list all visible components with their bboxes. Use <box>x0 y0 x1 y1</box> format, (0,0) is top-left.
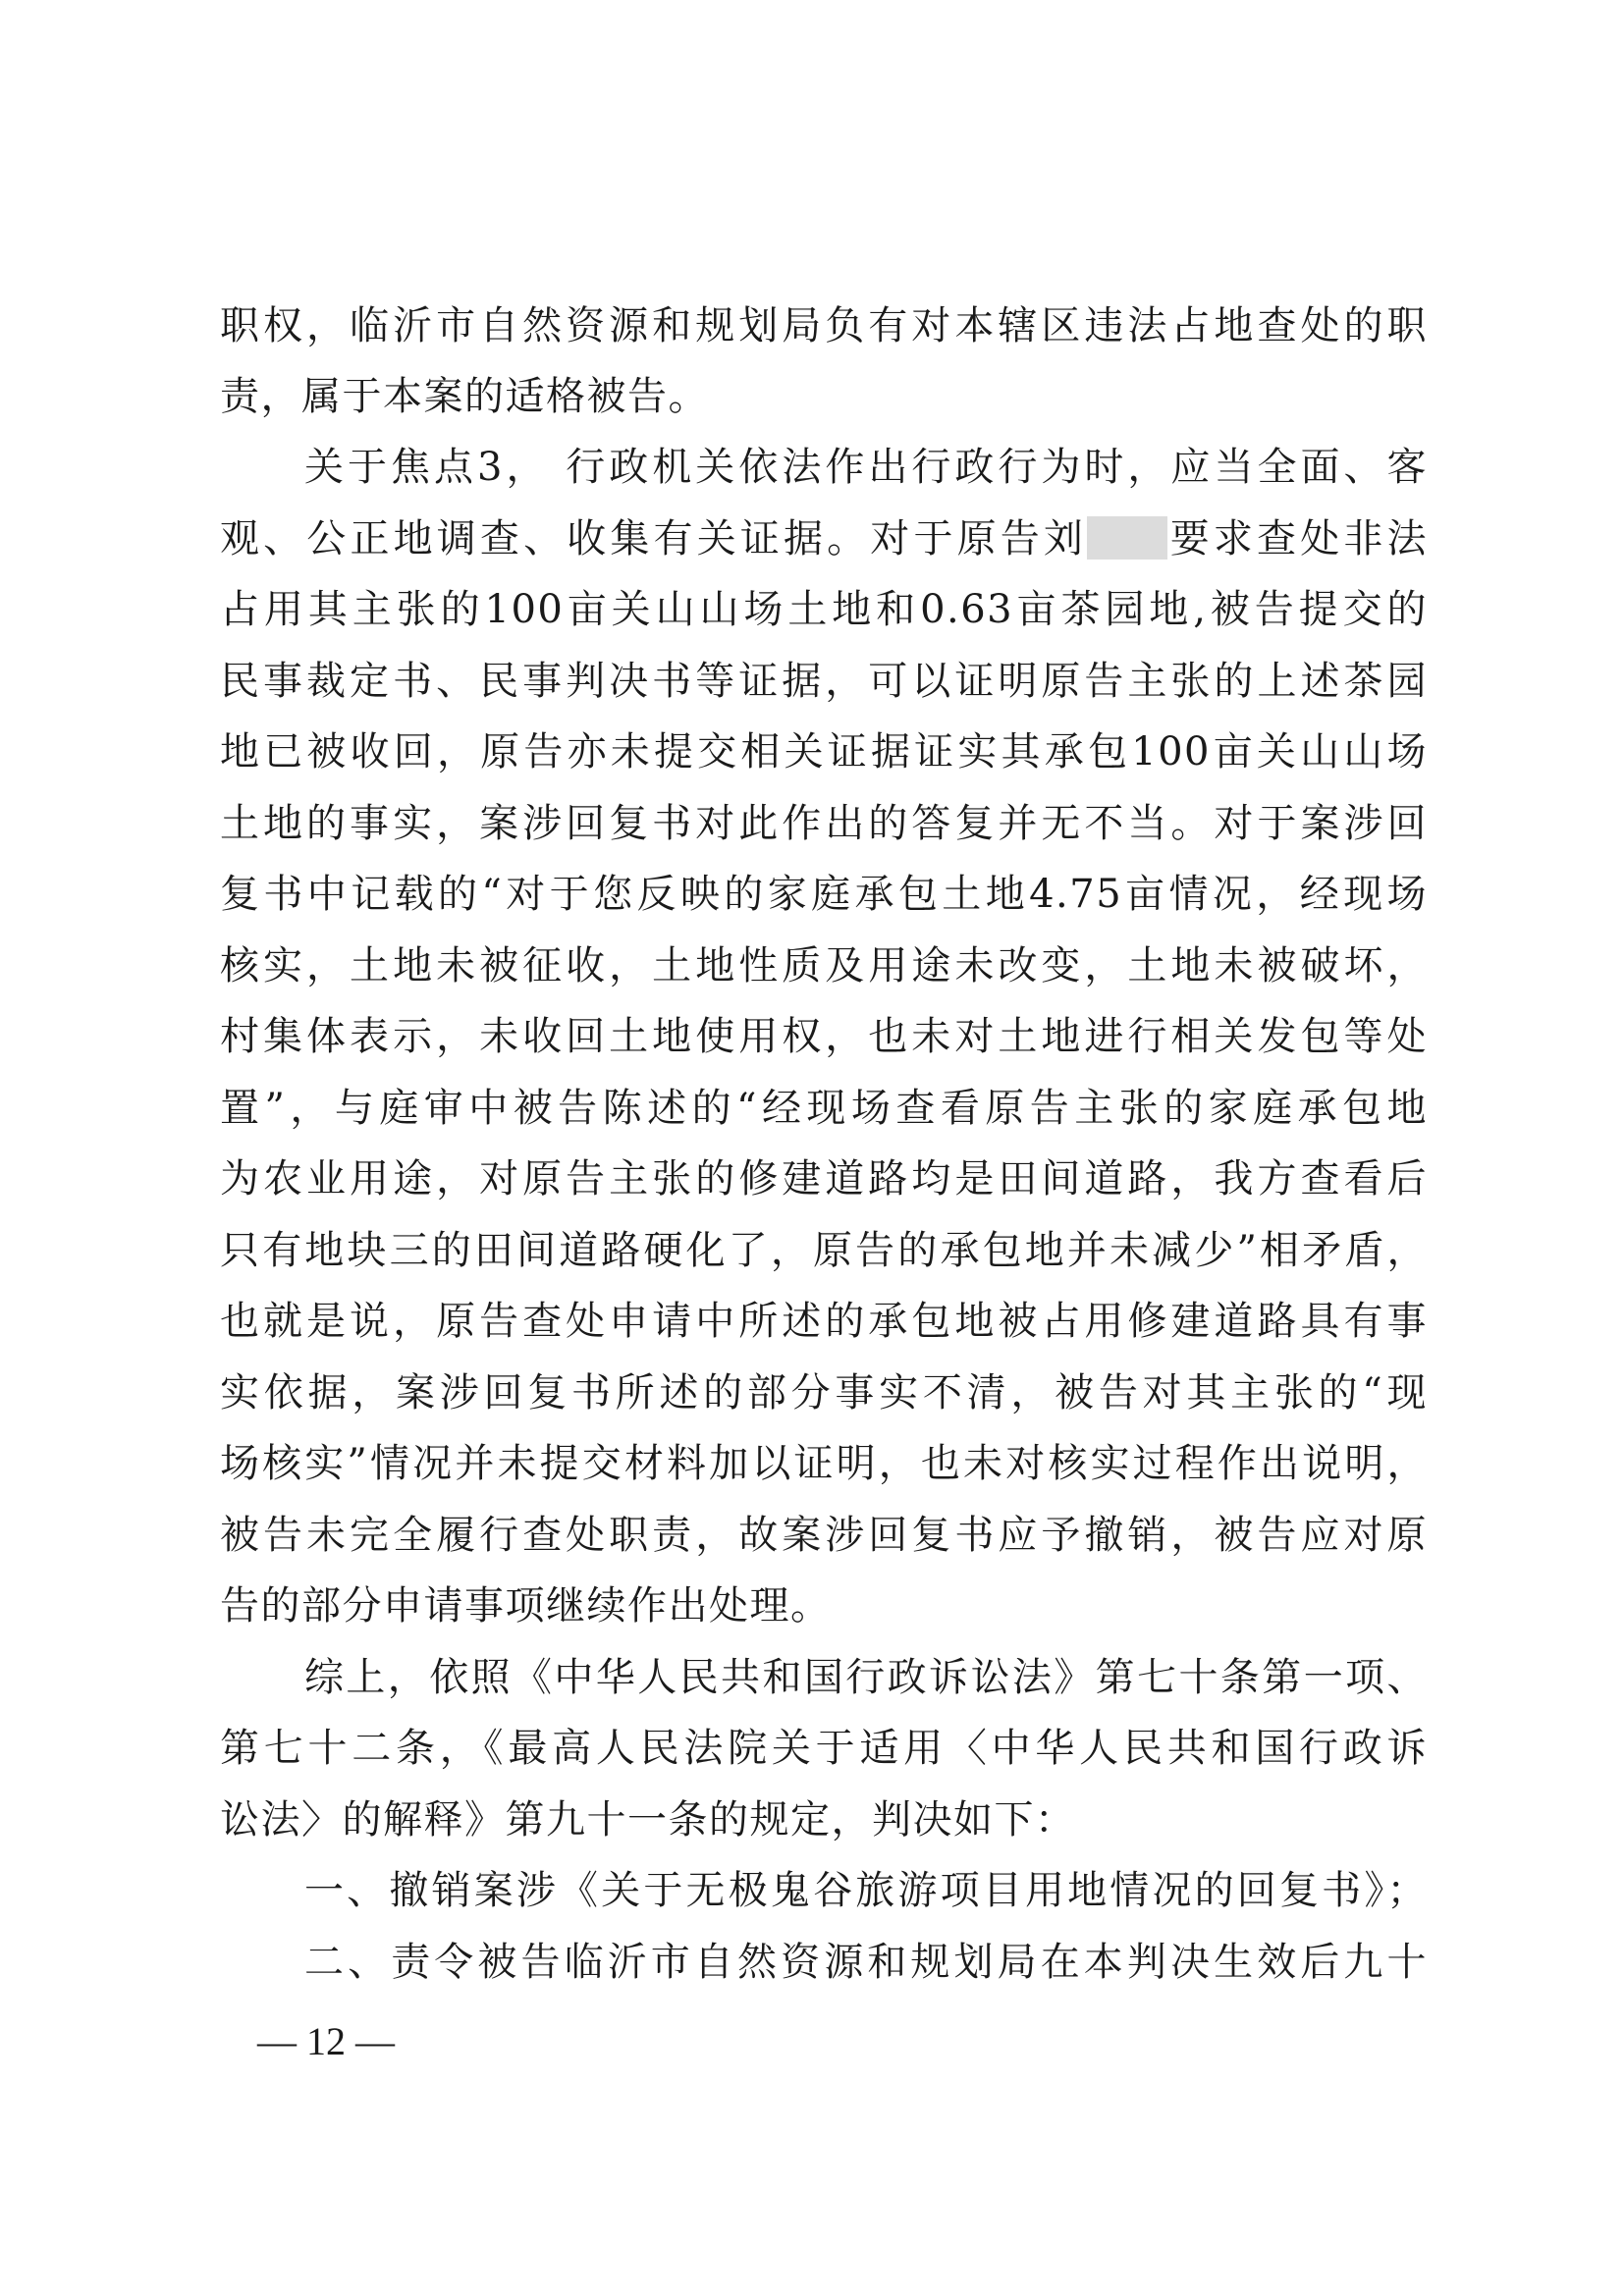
body-line-5: 占用其主张的100亩关山山场土地和0.63亩茶园地,被告提交的 <box>220 587 1428 632</box>
body-line-8: 土地的事实，案涉回复书对此作出的答复并无不当。对于案涉回 <box>220 801 1428 846</box>
body-line-21: 第七十二条，《最高人民法院关于适用〈中华人民共和国行政诉 <box>220 1726 1428 1771</box>
body-line-15: 也就是说，原告查处申请中所述的承包地被占用修建道路具有事 <box>220 1299 1428 1344</box>
body-line-13: 为农业用途，对原告主张的修建道路均是田间道路，我方查看后 <box>220 1156 1428 1201</box>
body-line-9: 复书中记载的“对于您反映的家庭承包土地4.75亩情况，经现场 <box>220 872 1428 917</box>
body-line-17: 场核实”情况并未提交材料加以证明，也未对核实过程作出说明， <box>220 1441 1428 1486</box>
body-line-23: 一、撤销案涉《关于无极鬼谷旅游项目用地情况的回复书》； <box>304 1868 1428 1913</box>
body-line-22: 讼法〉的解释》第九十一条的规定，判决如下： <box>220 1797 1076 1842</box>
body-line-2: 责，属于本案的适格被告。 <box>220 374 709 419</box>
body-line-20: 综上，依照《中华人民共和国行政诉讼法》第七十条第一项、 <box>304 1655 1428 1700</box>
body-line-1: 职权，临沂市自然资源和规划局负有对本辖区违法占地查处的职 <box>220 303 1428 348</box>
body-line-24: 二、责令被告临沂市自然资源和规划局在本判决生效后九十 <box>304 1940 1428 1985</box>
page-number: — 12 — <box>257 2019 395 2063</box>
body-line-4-part-1: 观、公正地调查、收集有关证据。对于原告刘 <box>220 516 1088 561</box>
body-line-16: 实依据，案涉回复书所述的部分事实不清，被告对其主张的“现 <box>220 1370 1428 1415</box>
body-line-19: 告的部分申请事项继续作出处理。 <box>220 1583 832 1629</box>
body-line-18: 被告未完全履行查处职责，故案涉回复书应予撤销，被告应对原 <box>220 1513 1428 1558</box>
body-line-4-part-2: 要求查处非法 <box>1167 516 1429 561</box>
body-line-4 <box>220 509 1428 568</box>
body-line-11: 村集体表示，未收回土地使用权，也未对土地进行相关发包等处 <box>220 1014 1428 1059</box>
body-line-7: 地已被收回，原告亦未提交相关证据证实其承包100亩关山山场 <box>220 729 1428 774</box>
body-line-3: 关于焦点3， 行政机关依法作出行政行为时，应当全面、客 <box>304 445 1428 490</box>
redaction-block <box>1087 516 1167 560</box>
body-line-10: 核实，土地未被征收，土地性质及用途未改变，土地未被破坏， <box>220 943 1428 988</box>
body-line-14: 只有地块三的田间道路硬化了，原告的承包地并未减少”相矛盾， <box>220 1228 1428 1273</box>
body-line-6: 民事裁定书、民事判决书等证据，可以证明原告主张的上述茶园 <box>220 659 1428 704</box>
body-line-12: 置”，与庭审中被告陈述的“经现场查看原告主张的家庭承包地 <box>220 1086 1428 1131</box>
